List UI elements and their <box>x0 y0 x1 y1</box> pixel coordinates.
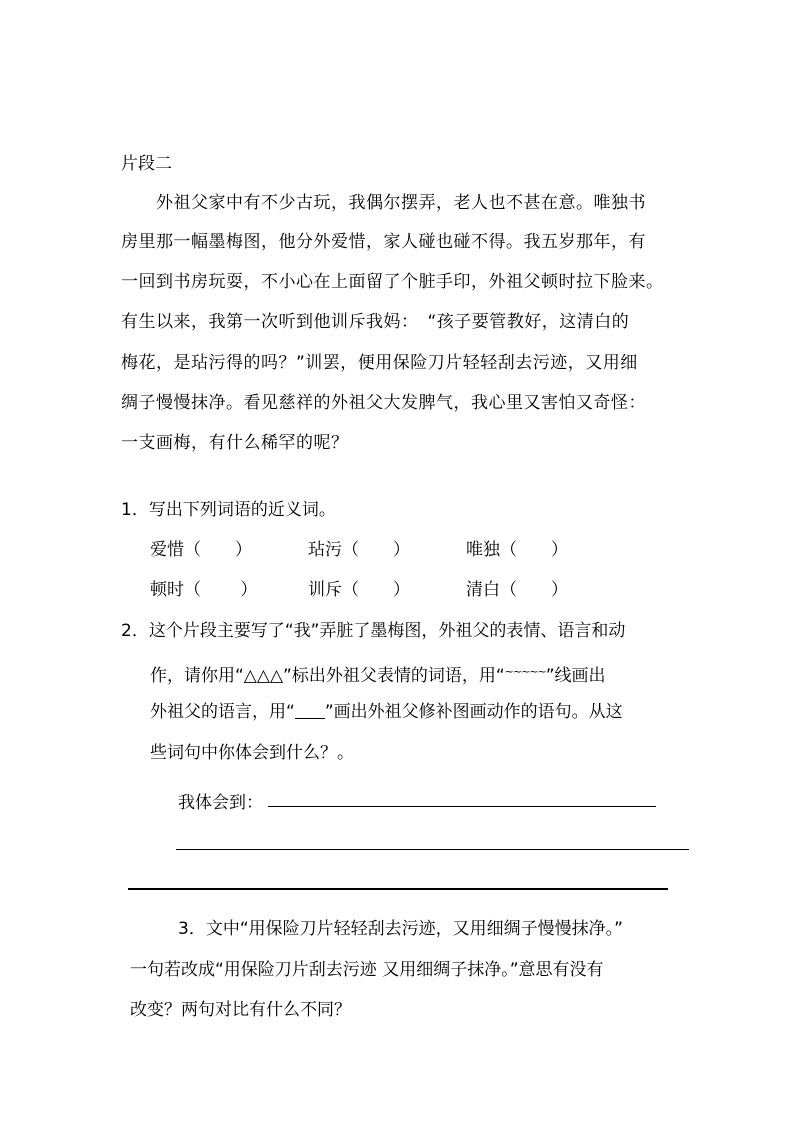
synonym-word: 训斥 <box>308 580 342 600</box>
question-3-line: 一句若改成“用保险刀片刮去污迹 又用细绸子抹净。”意思有没有 <box>130 960 604 980</box>
passage-line: 一支画梅，有什么稀罕的呢？ <box>121 433 349 453</box>
question-2-line: 2．这个片段主要写了“我”弄脏了墨梅图，外祖父的表情、语言和动 <box>121 621 626 641</box>
synonym-item <box>308 540 410 560</box>
synonym-blank[interactable]: （ ） <box>500 580 568 600</box>
question-1-title: 1．写出下列词语的近义词。 <box>121 500 336 520</box>
question-2-text: ”画出外祖父修补图画动作的语句。从这 <box>324 702 623 722</box>
synonym-item <box>466 580 568 600</box>
passage-line: 梅花，是玷污得的吗？”训罢，便用保险刀片轻轻刮去污迹，又用细 <box>121 353 638 373</box>
passage-line: 绸子慢慢抹净。看见慈祥的外祖父大发脾气，我心里又害怕又奇怪： <box>121 393 646 413</box>
synonym-item <box>466 540 568 560</box>
passage-line: 一回到书房玩耍，不小心在上面留了个脏手印，外祖父顿时拉下脸来。 <box>121 272 664 292</box>
answer-line[interactable] <box>268 806 656 807</box>
section-heading: 片段二 <box>121 154 172 174</box>
question-2-text: 作，请你用“△△△”标出外祖父表情的词语，用“ <box>150 666 505 686</box>
synonym-word: 清白 <box>466 580 500 600</box>
question-2-line <box>150 702 623 722</box>
synonym-item <box>150 580 257 600</box>
synonym-blank[interactable]: （ ） <box>500 540 568 560</box>
synonym-blank[interactable]: （ ） <box>342 540 410 560</box>
synonym-item <box>150 540 252 560</box>
question-2-line: 些词句中你体会到什么？。 <box>150 743 354 763</box>
question-2-line <box>150 662 606 686</box>
passage-line: 有生以来，我第一次听到他训斥我妈： “孩子要管教好，这清白的 <box>121 312 630 332</box>
synonym-item <box>308 580 410 600</box>
synonym-word: 玷污 <box>308 540 342 560</box>
synonym-word: 爱惜 <box>150 540 184 560</box>
synonym-blank[interactable]: （ ） <box>184 580 258 600</box>
passage-line: 外祖父家中有不少古玩，我偶尔摆弄，老人也不甚在意。唯独书 <box>121 193 646 213</box>
question-2-text: 外祖父的语言，用“ <box>150 702 295 722</box>
question-3-line: 改变？两句对比有什么不同？ <box>130 1000 351 1020</box>
synonym-word: 顿时 <box>150 580 184 600</box>
synonym-blank[interactable]: （ ） <box>342 580 410 600</box>
synonym-word: 唯独 <box>466 540 500 560</box>
synonym-blank[interactable]: （ ） <box>184 540 252 560</box>
answer-label: 我体会到： <box>178 793 263 813</box>
question-3-line: 3．文中“用保险刀片轻轻刮去污迹，又用细绸子慢慢抹净。” <box>178 919 623 939</box>
passage-line: 房里那一幅墨梅图，他分外爱惜，家人碰也碰不得。我五岁那年，有 <box>121 232 646 252</box>
answer-line[interactable] <box>128 888 668 890</box>
answer-line[interactable] <box>176 849 689 850</box>
wavy-line-sample: ~~~~~ <box>504 665 546 678</box>
question-2-text: ”线画出 <box>545 666 606 686</box>
underline-sample <box>295 704 325 719</box>
